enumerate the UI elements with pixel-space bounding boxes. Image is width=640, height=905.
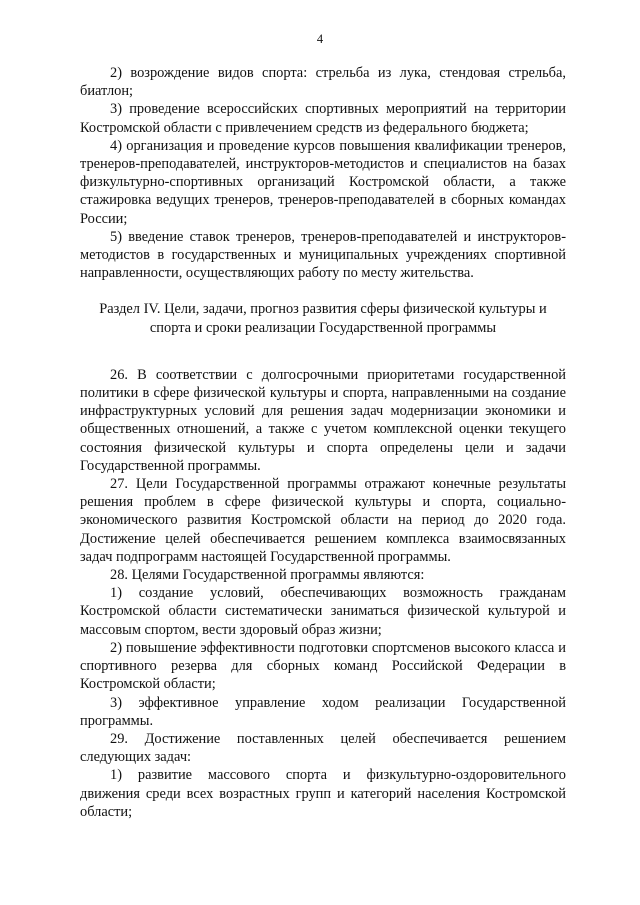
list-item: 3) эффективное управление ходом реализации Государственной программы.	[80, 694, 566, 729]
paragraph-28: 28. Целями Государственной программы являются:	[110, 567, 425, 584]
list-item: 2) повышение эффективности подготовки спортсменов высокого класса и спортивного резерва для сборных команд Российской Федерации в Костромской области;	[80, 639, 566, 693]
document-body	[80, 64, 566, 821]
list-item: 2) возрождение видов спорта: стрельба из лука, стендовая стрельба, биатлон;	[80, 65, 566, 100]
section-heading: Раздел IV. Цели, задачи, прогноз развития сферы физической культуры и спорта и сроки реализации Государственной программы	[99, 301, 547, 336]
list-item: 5) введение ставок тренеров, тренеров-преподавателей и инструкторов-методистов в государственных и муниципальных учреждениях спортивной направленности, осуществляющих работу по месту жительства.	[80, 228, 566, 282]
paragraph-27: 27. Цели Государственной программы отражают конечные результаты решения проблем в сфере физической культуры и спорта, социально-экономического развития Костромской области на период до 2020 года. Достижение целей обеспечивается решением комплекса взаимосвязанных задач подпрограмм настоящей Государственной программы.	[80, 476, 566, 565]
paragraph-26: 26. В соответствии с долгосрочными приоритетами государственной политики в сфере физической культуры и спорта, направленными на создание инфраструктурных условий для решения задач модернизации экономики и общественных отношений, а также с учетом комплексной оценки текущего состояния физической культуры и спорта определены цели и задачи Государственной программы.	[80, 366, 566, 474]
spacer	[80, 337, 566, 366]
paragraph-29: 29. Достижение поставленных целей обеспечивается решением следующих задач:	[80, 730, 566, 766]
list-item: 1) развитие массового спорта и физкультурно-оздоровительного движения среди всех возрастных групп и категорий населения Костромской области;	[80, 767, 566, 820]
spacer	[80, 282, 566, 300]
list-item: 1) создание условий, обеспечивающих возможность гражданам Костромской области систематически заниматься физической культурой и массовым спортом, вести здоровый образ жизни;	[80, 585, 566, 638]
list-item: 4) организация и проведение курсов повышения квалификации тренеров, тренеров-преподавателей, инструкторов-методистов и специалистов на базах физкультурно-спортивных организаций Костромской области, а также стажировка ведущих тренеров, тренеров-преподавателей в сборных командах России;	[80, 137, 566, 227]
page-number: 4	[316, 32, 324, 46]
list-item: 3) проведение всероссийских спортивных мероприятий на территории Костромской области с привлечением средств из федерального бюджета;	[80, 101, 566, 136]
